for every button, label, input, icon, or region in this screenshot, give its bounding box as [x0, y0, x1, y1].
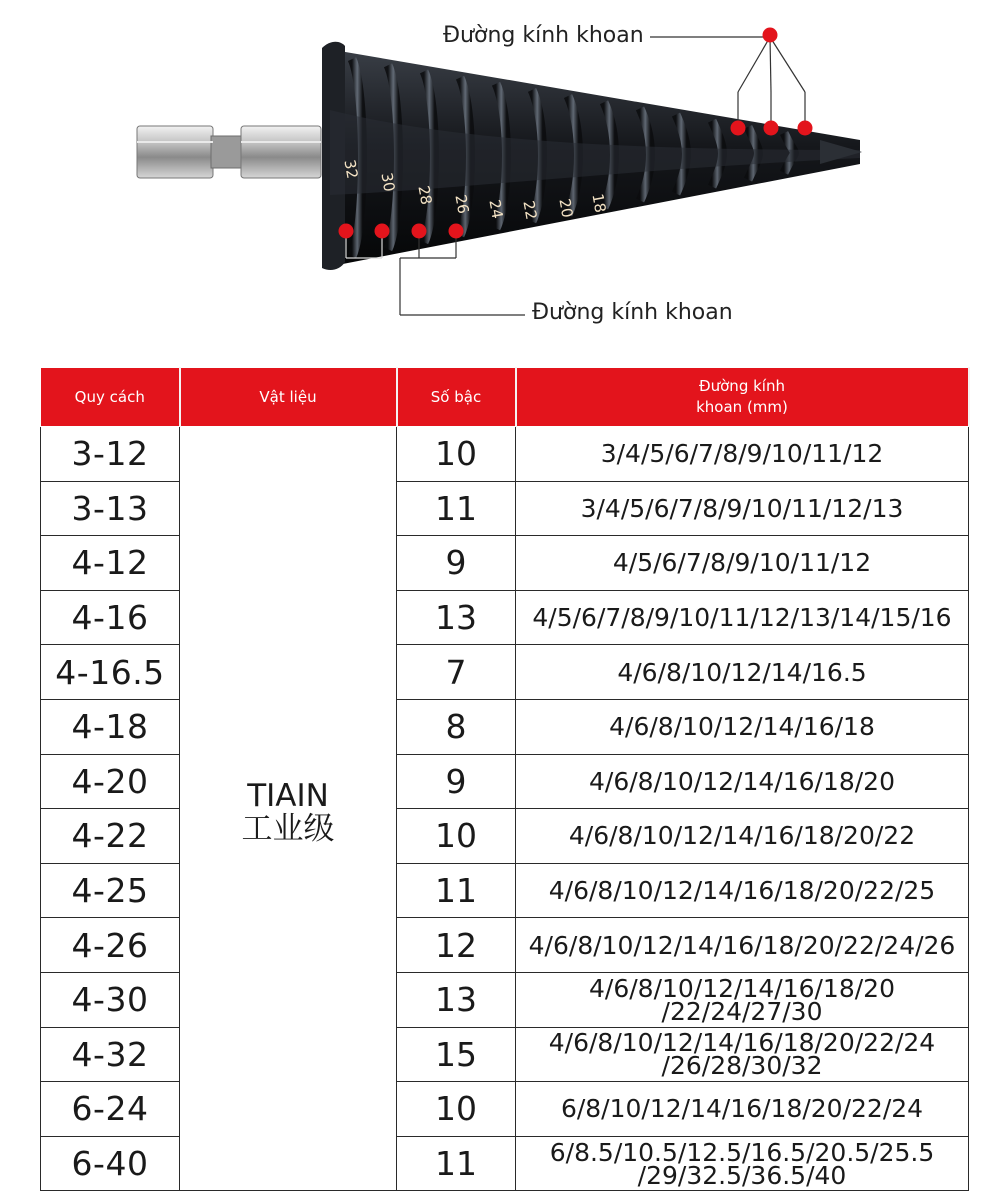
- diameters-line2: /29/32.5/36.5/40: [637, 1160, 847, 1190]
- diameters-line1: 3/4/5/6/7/8/9/10/11/12: [600, 439, 884, 469]
- marker-dot: [763, 28, 778, 43]
- cell-steps: 7: [397, 645, 516, 700]
- diameters-line2: /26/28/30/32: [661, 1051, 823, 1081]
- cell-diameters: [516, 1082, 969, 1137]
- size-marking: 26: [451, 193, 473, 216]
- cell-steps: 8: [397, 699, 516, 754]
- header-diameter-line1: Đường kính: [699, 377, 785, 395]
- cell-spec: 4-12: [41, 536, 180, 591]
- cell-steps: 11: [397, 863, 516, 918]
- cell-spec: 4-26: [41, 918, 180, 973]
- cell-diameters: [516, 809, 969, 864]
- cell-spec: 4-18: [41, 699, 180, 754]
- spec-table: [40, 367, 970, 1191]
- header-spec: Quy cách: [41, 368, 180, 427]
- diameters-line1: 4/6/8/10/12/14/16/18/20: [589, 973, 895, 1003]
- cell-diameters: [516, 590, 969, 645]
- diameters-line1: 3/4/5/6/7/8/9/10/11/12/13: [580, 493, 904, 523]
- cell-spec: 6-40: [41, 1136, 180, 1191]
- material-line2: 工业级: [241, 810, 335, 847]
- cell-diameters: [516, 918, 969, 973]
- diameters-line1: 4/6/8/10/12/14/16.5: [617, 657, 867, 687]
- size-marking: 28: [414, 184, 436, 207]
- size-marking: 30: [377, 171, 399, 194]
- cell-steps: 11: [397, 481, 516, 536]
- cell-steps: 9: [397, 754, 516, 809]
- cell-spec: 4-16: [41, 590, 180, 645]
- cell-spec: 4-30: [41, 972, 180, 1027]
- diameters-line1: 6/8/10/12/14/16/18/20/22/24: [560, 1094, 924, 1124]
- header-steps: Số bậc: [397, 368, 516, 427]
- marker-dot: [449, 224, 464, 239]
- cell-diameters: [516, 972, 969, 1027]
- cell-spec: 4-20: [41, 754, 180, 809]
- size-marking: 24: [485, 198, 507, 221]
- table-row: [41, 427, 969, 482]
- hex-shank: [137, 126, 321, 178]
- diameters-line1: 4/6/8/10/12/14/16/18: [609, 712, 875, 742]
- diameters-line1: 4/6/8/10/12/14/16/18/20: [589, 766, 895, 796]
- diameters-line1: 4/6/8/10/12/14/16/18/20/22/25: [548, 876, 936, 906]
- size-marking: 32: [340, 158, 362, 181]
- cell-diameters: [516, 699, 969, 754]
- marker-dot: [764, 121, 779, 136]
- cell-steps: 13: [397, 590, 516, 645]
- cell-diameters: [516, 645, 969, 700]
- diameters-line1: 4/6/8/10/12/14/16/18/20/22/24: [548, 1028, 936, 1058]
- cell-steps: 13: [397, 972, 516, 1027]
- cell-diameters: [516, 481, 969, 536]
- header-diameter-line2: khoan (mm): [696, 398, 788, 416]
- diameters-line2: /22/24/27/30: [661, 996, 823, 1026]
- cell-steps: 10: [397, 1082, 516, 1137]
- diameters-line1: 4/5/6/7/8/9/10/11/12/13/14/15/16: [532, 603, 952, 633]
- header-material: Vật liệu: [180, 368, 397, 427]
- header-diameter: [516, 368, 969, 427]
- cell-steps: 11: [397, 1136, 516, 1191]
- step-drill-bit-illustration: [0, 0, 1000, 350]
- size-marking: 20: [555, 197, 577, 220]
- callout-label-top: Đường kính khoan: [443, 23, 644, 48]
- diameters-line1: 4/6/8/10/12/14/16/18/20/22/24/26: [528, 930, 956, 960]
- cell-steps: 10: [397, 427, 516, 482]
- marker-dot: [412, 224, 427, 239]
- cell-diameters: [516, 427, 969, 482]
- callout-label-bottom: Đường kính khoan: [532, 300, 733, 325]
- cell-diameters: [516, 536, 969, 591]
- cell-diameters: [516, 863, 969, 918]
- marker-dot: [339, 224, 354, 239]
- cell-steps: 15: [397, 1027, 516, 1082]
- size-marking: 18: [588, 192, 610, 215]
- cell-spec: 4-22: [41, 809, 180, 864]
- marker-dot: [731, 121, 746, 136]
- cell-spec: 4-25: [41, 863, 180, 918]
- cell-material: [180, 427, 397, 1191]
- material-line1: TIAIN: [247, 777, 329, 814]
- cell-diameters: [516, 1027, 969, 1082]
- product-diagram: [0, 0, 1000, 350]
- cell-steps: 10: [397, 809, 516, 864]
- cell-spec: 4-16.5: [41, 645, 180, 700]
- table-body: [41, 427, 969, 1191]
- diameters-line1: 6/8.5/10.5/12.5/16.5/20.5/25.5: [549, 1137, 935, 1167]
- size-marking: 22: [519, 199, 541, 222]
- table-header-row: [41, 368, 969, 427]
- cell-diameters: [516, 1136, 969, 1191]
- cell-spec: 3-13: [41, 481, 180, 536]
- cell-spec: 6-24: [41, 1082, 180, 1137]
- cell-diameters: [516, 754, 969, 809]
- cell-spec: 4-32: [41, 1027, 180, 1082]
- marker-dot: [798, 121, 813, 136]
- diameters-line1: 4/6/8/10/12/14/16/18/20/22: [568, 821, 916, 851]
- marker-dot: [375, 224, 390, 239]
- cell-spec: 3-12: [41, 427, 180, 482]
- diameters-line1: 4/5/6/7/8/9/10/11/12: [612, 548, 872, 578]
- cell-steps: 12: [397, 918, 516, 973]
- cell-steps: 9: [397, 536, 516, 591]
